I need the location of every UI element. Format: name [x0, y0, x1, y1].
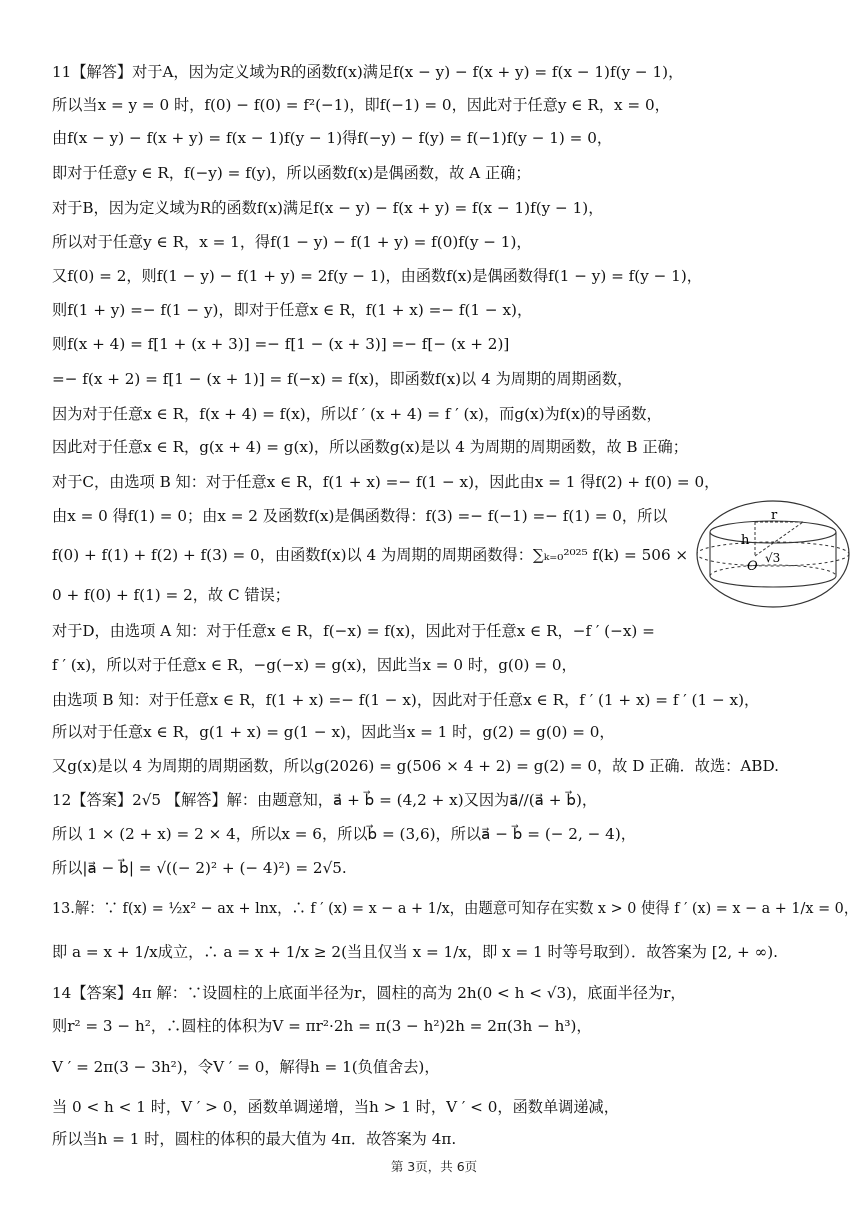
- label-r: r: [771, 508, 778, 523]
- text-line: 0 + f(0) + f(1) = 2，故 C 错误；: [52, 586, 290, 604]
- text-line: 所以当x = y = 0 时，f(0) − f(0) = f²(−1)，即f(−1) = 0，因此对于任意y ∈ R，x = 0，: [52, 96, 670, 114]
- text-line: 对于C，由选项 B 知：对于任意x ∈ R，f(1 + x) =− f(1 − x)，因此由x = 1 得f(2) + f(0) = 0，: [52, 473, 720, 491]
- text-line: 所以|a⃗ − b⃗| = √((− 2)² + (− 4)²) = 2√5.: [52, 859, 347, 877]
- text-line: 则f(x + 4) = f[1 + (x + 3)] =− f[1 − (x + 3)] =− f[− (x + 2)]: [52, 335, 510, 353]
- text-line: 所以当h = 1 时，圆柱的体积的最大值为 4π．故答案为 4π.: [52, 1130, 457, 1148]
- label-h: h: [741, 533, 750, 548]
- text-line: 13.解：∵ f(x) = ½x² − ax + lnx，∴ f ′ (x) = x − a + 1/x，由题意可知存在实数 x > 0 使得 f ′ (x) = x − a + 1/x = 0，: [52, 899, 859, 917]
- label-sqrt3: √3: [765, 551, 781, 565]
- label-o: O: [747, 559, 758, 574]
- page-footer: 第 3页，共 6页: [390, 1159, 478, 1174]
- text-line: 所以对于任意x ∈ R，g(1 + x) = g(1 − x)，因此当x = 1 时，g(2) = g(0) = 0，: [52, 723, 615, 741]
- text-line: 又f(0) = 2，则f(1 − y) − f(1 + y) = 2f(y − 1)，由函数f(x)是偶函数得f(1 − y) = f(y − 1)，: [52, 267, 702, 285]
- text-line: 由x = 0 得f(1) = 0；由x = 2 及函数f(x)是偶函数得：f(3) =− f(−1) =− f(1) = 0，所以: [52, 507, 668, 525]
- text-line: =− f(x + 2) = f[1 − (x + 1)] = f(−x) = f(x)，即函数f(x)以 4 为周期的周期函数，: [52, 370, 633, 388]
- text-line: 14【答案】4π 解：∵设圆柱的上底面半径为r，圆柱的高为 2h(0 < h < √3)，底面半径为r，: [52, 984, 686, 1002]
- text-line: 12【答案】2√5 【解答】解：由题意知，a⃗ + b⃗ = (4,2 + x)又因为a⃗//(a⃗ + b⃗)，: [52, 791, 598, 809]
- sphere-cylinder-diagram: [693, 498, 853, 610]
- text-line: 对于B，因为定义域为R的函数f(x)满足f(x − y) − f(x + y) = f(x − 1)f(y − 1)，: [52, 199, 604, 217]
- text-line: 由选项 B 知：对于任意x ∈ R，f(1 + x) =− f(1 − x)，因此对于任意x ∈ R，f ′ (1 + x) = f ′ (1 − x)，: [52, 691, 760, 709]
- text-line: 又g(x)是以 4 为周期的周期函数，所以g(2026) = g(506 × 4 + 2) = g(2) = 0，故 D 正确．故选：ABD.: [52, 757, 779, 775]
- text-line: 即对于任意y ∈ R，f(−y) = f(y)，所以函数f(x)是偶函数，故 A 正确；: [52, 164, 531, 182]
- text-line: V ′ = 2π(3 − 3h²)，令V ′ = 0，解得h = 1(负值舍去)，: [52, 1058, 440, 1076]
- text-line: 因此对于任意x ∈ R，g(x + 4) = g(x)，所以函数g(x)是以 4 为周期的周期函数，故 B 正确；: [52, 438, 688, 456]
- text-line: f(0) + f(1) + f(2) + f(3) = 0，由函数f(x)以 4 为周期的周期函数得：∑ₖ₌₀²⁰²⁵ f(k) = 506 ×: [52, 546, 689, 564]
- text-line: 11【解答】对于A，因为定义域为R的函数f(x)满足f(x − y) − f(x + y) = f(x − 1)f(y − 1)，: [52, 63, 684, 81]
- text-line: 当 0 < h < 1 时，V ′ > 0，函数单调递增，当h > 1 时，V ′ < 0，函数单调递减，: [52, 1098, 619, 1116]
- text-line: 所以对于任意y ∈ R，x = 1，得f(1 − y) − f(1 + y) = f(0)f(y − 1)，: [52, 233, 532, 251]
- text-line: 由f(x − y) − f(x + y) = f(x − 1)f(y − 1)得f(−y) − f(y) = f(−1)f(y − 1) = 0，: [52, 129, 613, 147]
- text-line: 即 a = x + 1/x成立，∴ a = x + 1/x ≥ 2(当且仅当 x = 1/x，即 x = 1 时等号取到）．故答案为 [2, + ∞).: [52, 943, 779, 961]
- text-line: 则f(1 + y) =− f(1 − y)，即对于任意x ∈ R，f(1 + x) =− f(1 − x)，: [52, 301, 533, 319]
- text-line: 对于D，由选项 A 知：对于任意x ∈ R，f(−x) = f(x)，因此对于任意x ∈ R，−f ′ (−x) =: [52, 622, 655, 640]
- text-line: 则r² = 3 − h²，∴圆柱的体积为V = πr²·2h = π(3 − h²)2h = 2π(3h − h³)，: [52, 1017, 592, 1035]
- text-line: f ′ (x)，所以对于任意x ∈ R，−g(−x) = g(x)，因此当x = 0 时，g(0) = 0，: [52, 656, 577, 674]
- text-line: 因为对于任意x ∈ R，f(x + 4) = f(x)，所以f ′ (x + 4) = f ′ (x)，而g(x)为f(x)的导函数，: [52, 405, 662, 423]
- text-line: 所以 1 × (2 + x) = 2 × 4，所以x = 6，所以b⃗ = (3,6)，所以a⃗ − b⃗ = (− 2, − 4)，: [52, 825, 636, 843]
